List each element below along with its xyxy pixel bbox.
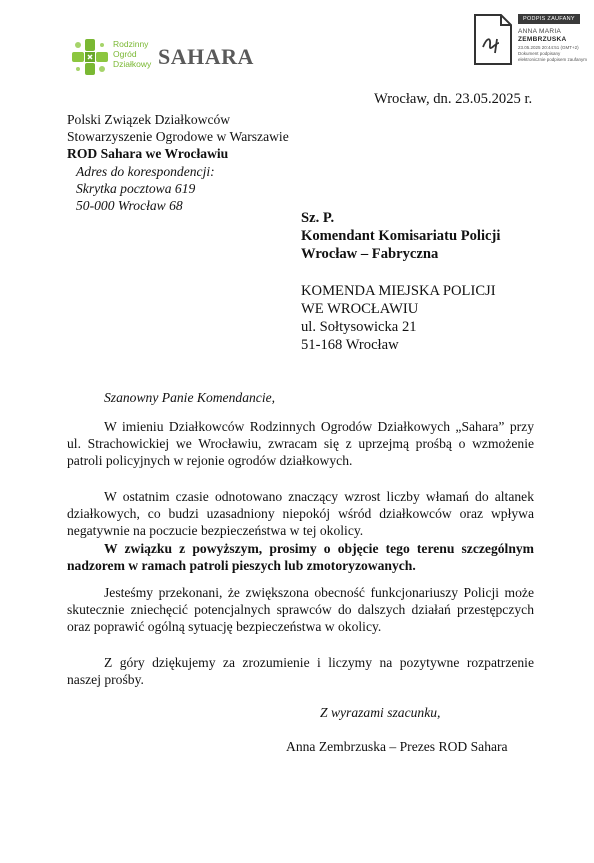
recipient-line: ul. Sołtysowicka 21 — [301, 319, 417, 335]
recipient-heading — [301, 209, 500, 263]
paragraph-text: W ostatnim czasie odnotowano znaczący wzrost liczby włamań do altanek działkowych, co budzi uzasadniony niepokój wśród działkowców oraz wpływa negatywnie na poczucie bezpieczeństwa w tej okolicy. — [67, 489, 534, 539]
logo-name: SAHARA — [158, 44, 254, 69]
body-paragraph-2 — [67, 488, 534, 574]
sender-line: ROD Sahara we Wrocławiu — [67, 146, 229, 162]
recipient-line: Wrocław – Fabryczna — [301, 246, 439, 262]
body-paragraph-4 — [67, 654, 534, 688]
garden-logo-icon — [70, 37, 110, 77]
signature-note: Dokument podpisany elektronicznie podpisem zaufanym — [518, 51, 588, 62]
closing: Z wyrazami szacunku, — [320, 705, 441, 720]
paragraph-text: Jesteśmy przekonani, że zwiększona obecność funkcjonariuszy Policji może skutecznie zniechęcić potencjalnych sprawców do dalszych działań przestępczych oraz poprawić ogólną sytuację bezpieczeństwa w okolicy. — [67, 585, 534, 635]
signature-date: 23.05.2025 20:44:51 (GMT+2) — [518, 45, 579, 50]
sender-block — [67, 111, 289, 214]
recipient-line: 51-168 Wrocław — [301, 337, 399, 353]
logo-word: Ogród — [113, 49, 137, 59]
logo-word: Działkowy — [113, 59, 152, 69]
date-line: Wrocław, dn. 23.05.2025 r. — [374, 91, 533, 107]
signatory: Anna Zembrzuska – Prezes ROD Sahara — [286, 739, 508, 754]
recipient-line: KOMENDA MIEJSKA POLICJI — [301, 283, 496, 299]
body-paragraph-3 — [67, 584, 534, 636]
signed-document-icon — [473, 13, 513, 66]
body-paragraph-1 — [67, 418, 534, 470]
sender-line: Stowarzyszenie Ogrodowe w Warszawie — [67, 129, 289, 145]
sender-address-line: 50-000 Wrocław 68 — [76, 198, 183, 214]
recipient-line: WE WROCŁAWIU — [301, 301, 419, 317]
recipient-line: Komendant Komisariatu Policji — [301, 228, 501, 244]
sender-address-label: Adres do korespondencji: — [76, 163, 215, 179]
recipient-address — [301, 282, 496, 354]
trusted-signature-badge: PODPIS ZAUFANY — [518, 14, 580, 24]
sender-line: Polski Związek Działkowców — [67, 112, 231, 127]
recipient-line: Sz. P. — [301, 210, 335, 226]
signer-first-names: ANNA MARIA — [518, 28, 562, 35]
logo-word: Rodzinny — [113, 39, 149, 49]
paragraph-bold-text: W związku z powyższym, prosimy o objęcie tego terenu szczególnym nadzorem w ramach patroli pieszych lub zmotoryzowanych. — [67, 540, 534, 573]
logo-words — [113, 39, 151, 69]
sender-address-line: Skrytka pocztowa 619 — [76, 180, 196, 196]
paragraph-text: W imieniu Działkowców Rodzinnych Ogrodów Działkowych „Sahara” przy ul. Strachowickiej we Wrocławiu, zwracam się z uprzejmą prośbą o wzmożenie patroli policyjnych w rejonie ogrodów działkowych. — [67, 419, 534, 469]
paragraph-text: Z góry dziękujemy za zrozumienie i liczymy na pozytywne rozpatrzenie naszej prośby. — [67, 655, 534, 688]
salutation: Szanowny Panie Komendancie, — [104, 390, 276, 405]
signer-surname: ZEMBRZUSKA — [518, 36, 567, 43]
